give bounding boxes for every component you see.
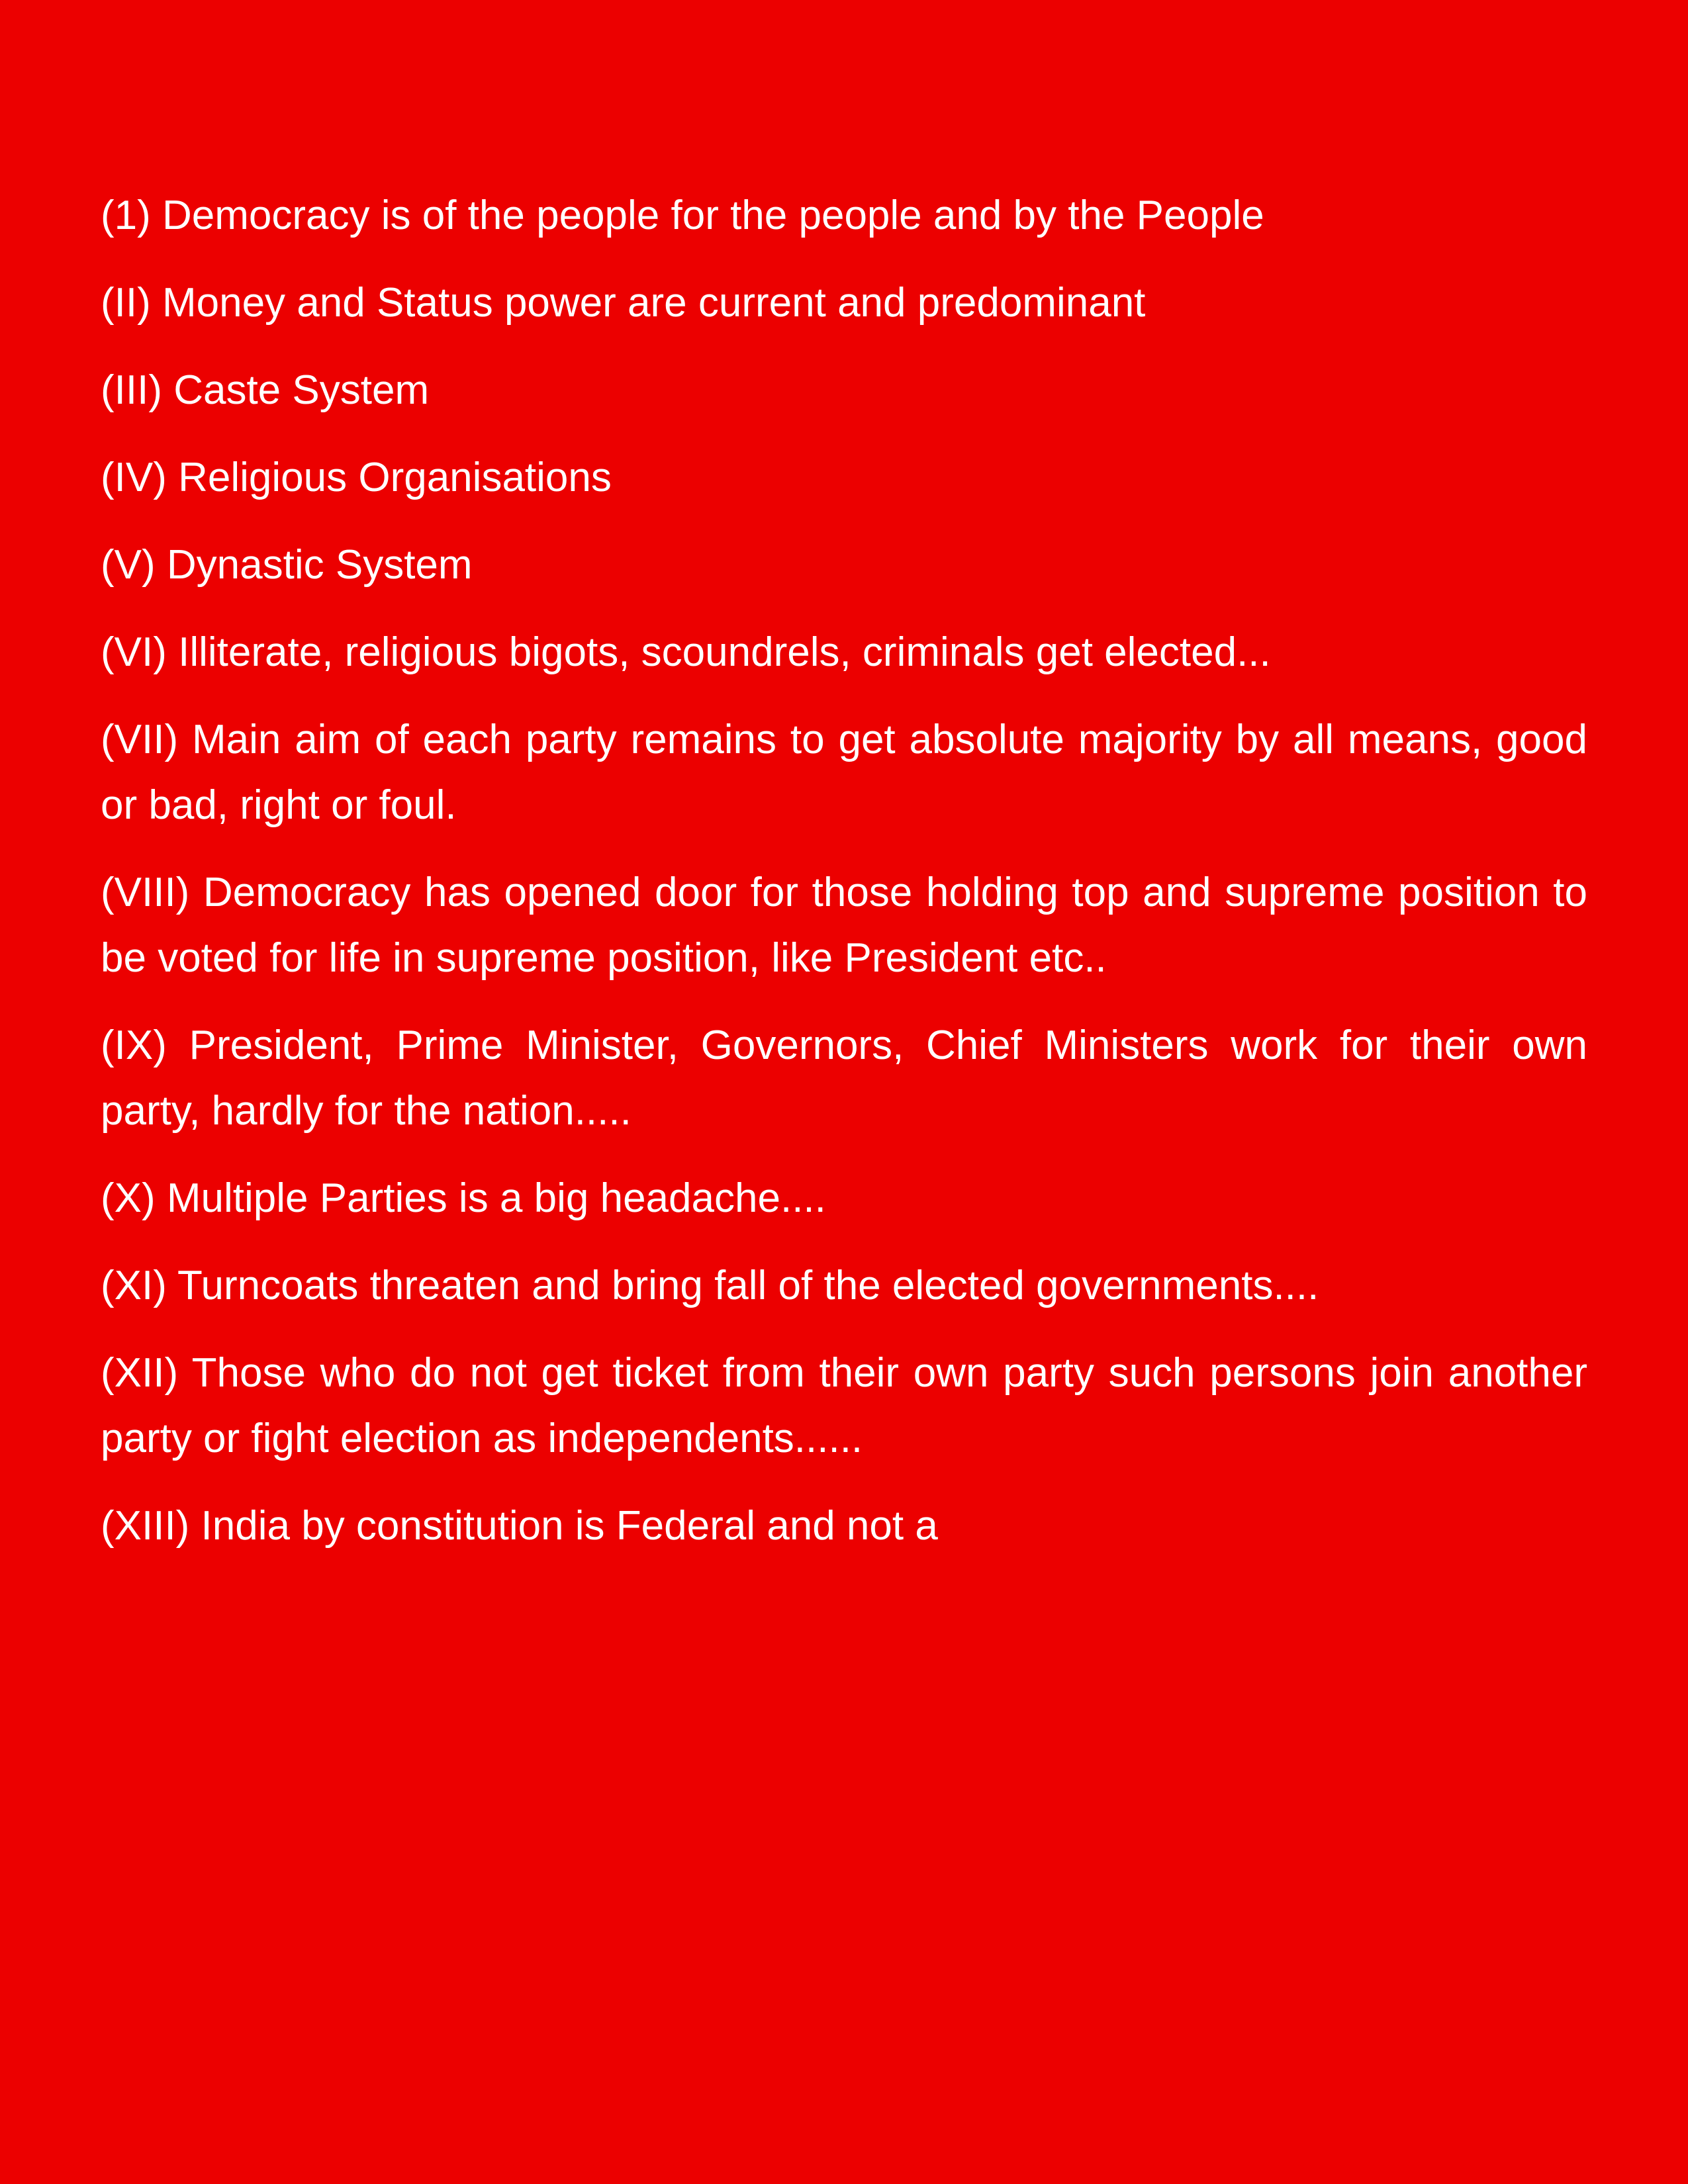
list-item-9: (IX) President, Prime Minister, Governors, Chief Ministers work for their own party, hardly for the nation..... [101,1023,1587,1134]
list-item-5: (V) Dynastic System [101,542,473,588]
list-item-8: (VIII) Democracy has opened door for those holding top and supreme position to be voted for life in supreme position, like President etc.. [101,870,1587,981]
list-item-12: (XII) Those who do not get ticket from their own party such persons join another party or fight election as independents...... [101,1350,1587,1461]
list-item-2: (II) Money and Status power are current and predominant [101,280,1146,326]
list-item-1: (1) Democracy is of the people for the people and by the People [101,193,1264,238]
list-item-10: (X) Multiple Parties is a big headache.... [101,1175,826,1221]
list-item-6: (VI) Illiterate, religious bigots, scoundrels, criminals get elected... [101,629,1271,675]
list-item-7: (VII) Main aim of each party remains to get absolute majority by all means, good or bad, right or foul. [101,717,1587,828]
list-item-4: (IV) Religious Organisations [101,455,612,500]
document-body [101,183,1587,1580]
list-item-13: (XIII) India by constitution is Federal and not a [101,1503,938,1549]
list-item-11: (XI) Turncoats threaten and bring fall of the elected governments.... [101,1263,1319,1308]
list-item-3: (III) Caste System [101,367,430,413]
